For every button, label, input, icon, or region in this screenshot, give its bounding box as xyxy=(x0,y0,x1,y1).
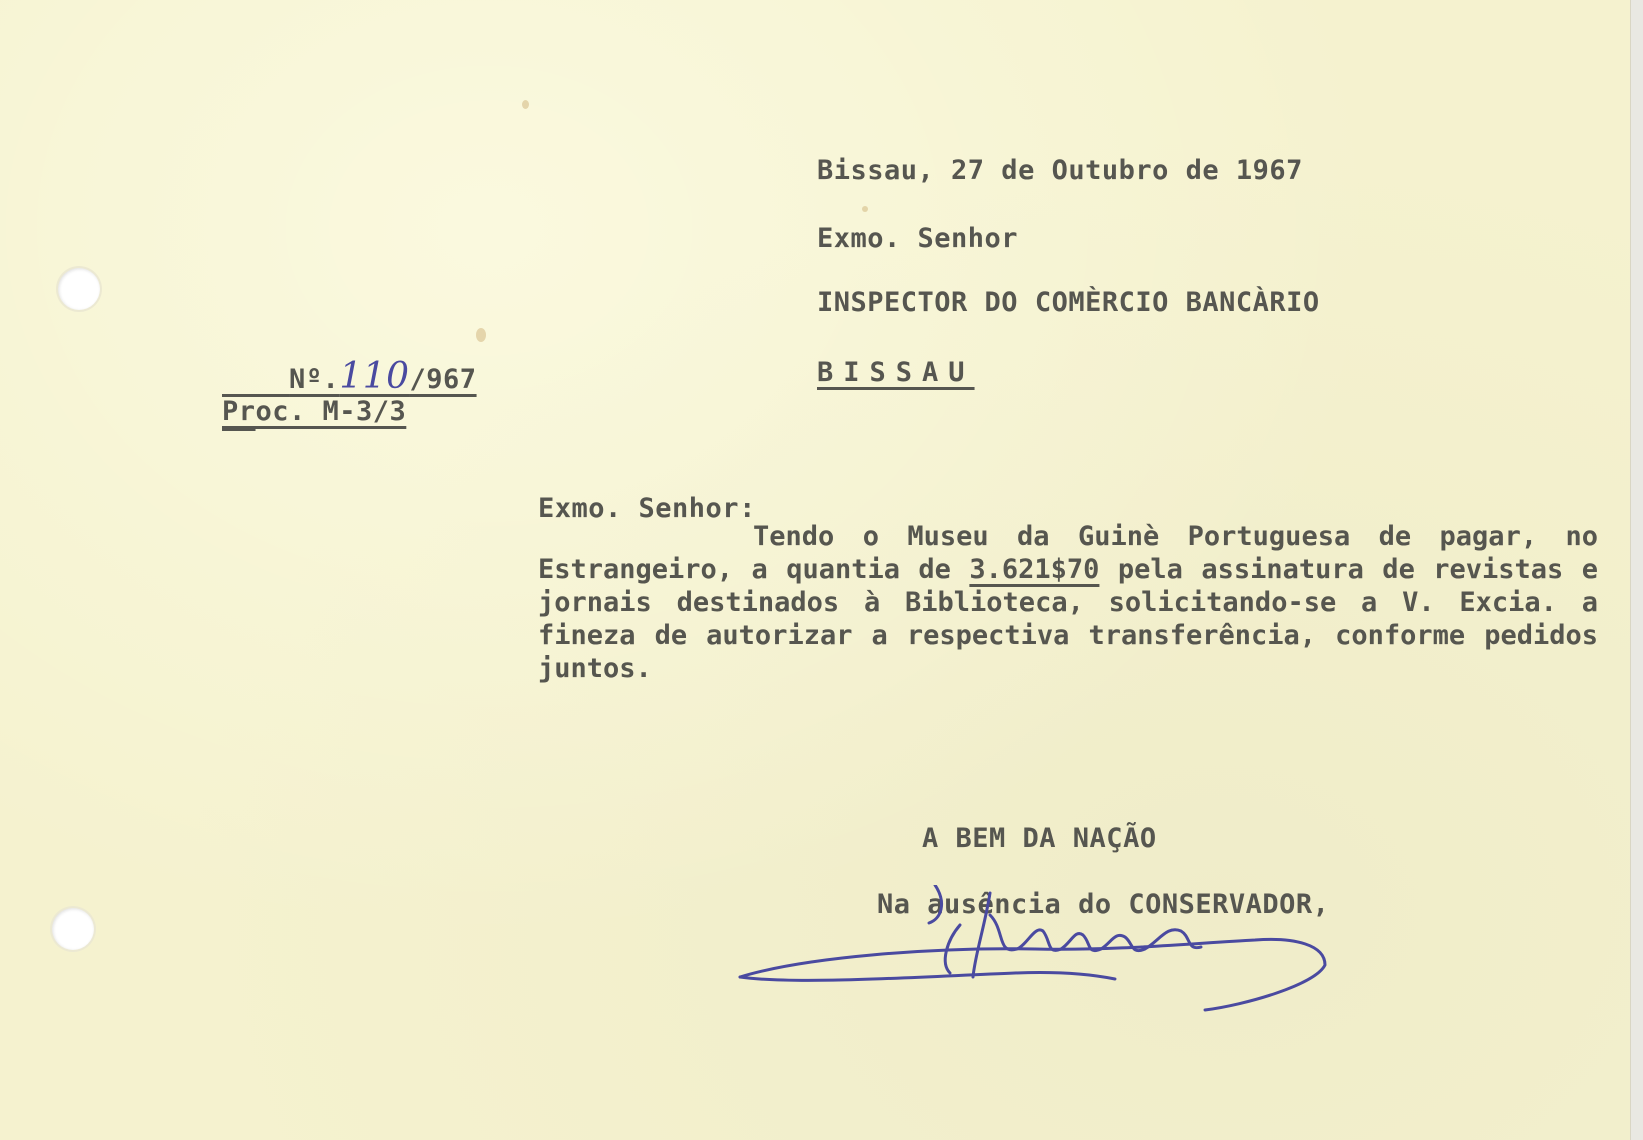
date-line: Bissau, 27 de Outubro de 1967 xyxy=(817,155,1303,186)
closing-motto: A BEM DA NAÇÃO xyxy=(922,823,1157,854)
process-reference: Proc. M-3/3 xyxy=(222,396,407,427)
body-text-end: pela assinatura de revistas e jornais destinados à Biblioteca, solicitando-se a V. Excia. a fineza de autorizar a respectiva transferência, conforme pedidos juntos. xyxy=(538,554,1598,684)
reference-number-suffix: /967 xyxy=(409,364,477,395)
reference-number-prefix: Nº. xyxy=(289,364,340,395)
reference-number-handwritten: 110 xyxy=(339,356,410,397)
paper-stain xyxy=(476,328,486,342)
handwritten-signature xyxy=(735,885,1335,1025)
body-paragraph xyxy=(538,520,1598,685)
punch-hole-top xyxy=(58,268,100,310)
paper-stain xyxy=(522,100,529,109)
paper-stain xyxy=(862,206,868,212)
scan-edge xyxy=(1630,0,1643,1140)
salutation: Exmo. Senhor xyxy=(817,223,1019,254)
recipient-title: INSPECTOR DO COMÈRCIO BANCÀRIO xyxy=(817,287,1320,318)
body-greeting: Exmo. Senhor: xyxy=(538,493,756,524)
recipient-city: BISSAU xyxy=(817,357,975,388)
amount: 3.621$70 xyxy=(969,554,1100,585)
punch-hole-bottom xyxy=(52,908,94,950)
signatory-line: Na ausência do CONSERVADOR, xyxy=(877,889,1330,920)
body-text-start: Tendo o Museu da Guinè Portuguesa de pagar, no Estrangeiro, a quantia de xyxy=(538,521,1598,585)
